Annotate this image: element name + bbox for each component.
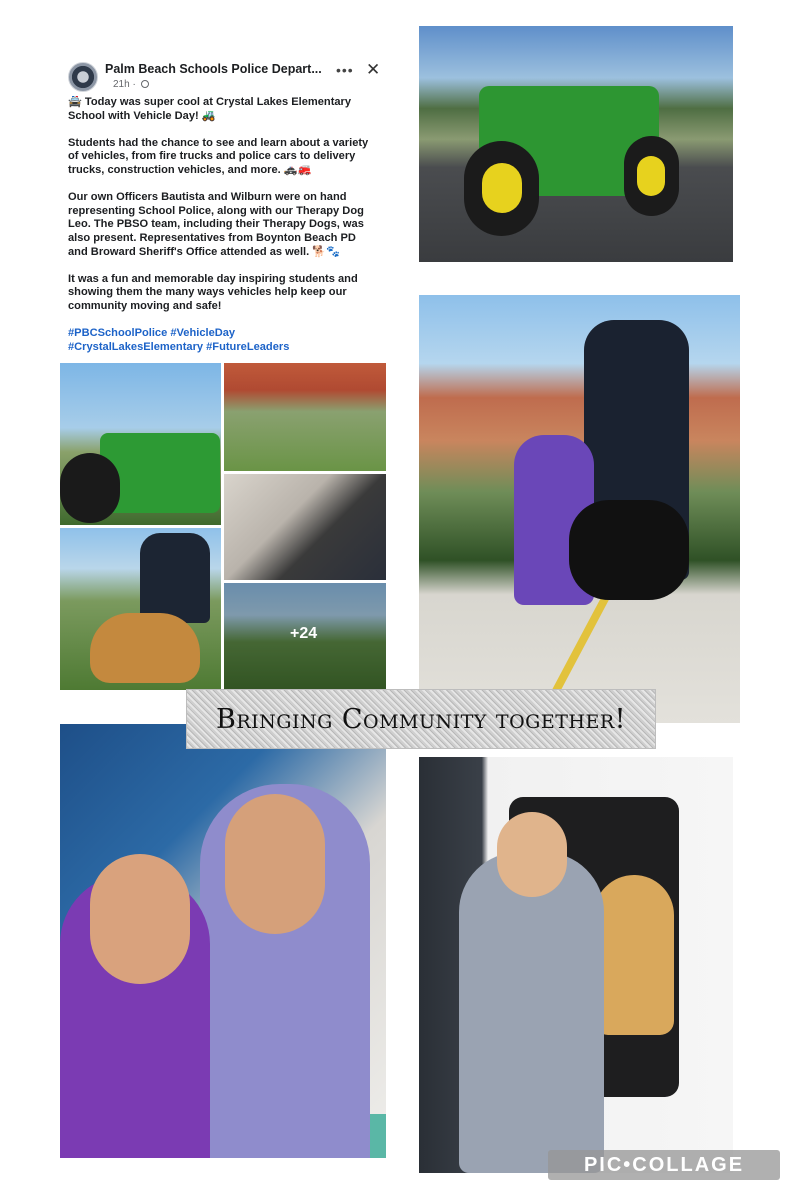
hashtags <box>68 327 378 354</box>
banner-text: Bringing Community together! <box>216 703 626 735</box>
banner <box>186 689 656 749</box>
tractor-rear-wheel <box>464 141 539 236</box>
woman-figure <box>459 852 604 1173</box>
post-text <box>68 96 378 354</box>
dog-figure <box>569 500 689 600</box>
dog-figure <box>90 613 200 683</box>
page-name[interactable]: Palm Beach Schools Police Depart... <box>105 62 322 76</box>
photo-tractor <box>419 26 733 262</box>
more-photos-count[interactable]: +24 <box>290 625 318 642</box>
post-paragraph: It was a fun and memorable day inspiring students and showing them the many ways vehicles help keep our community moving and safe! <box>68 272 358 312</box>
gallery-photo-tractor[interactable] <box>60 363 221 525</box>
post-paragraph: 🚔 Today was super cool at Crystal Lakes Elementary School with Vehicle Day! 🚜 <box>68 96 352 122</box>
gallery-photo-students-field[interactable] <box>224 363 386 471</box>
officer-figure <box>140 533 210 623</box>
post-time-text: 21h <box>113 79 130 90</box>
page-avatar[interactable] <box>68 62 98 92</box>
post-paragraph: Students had the chance to see and learn about a variety of vehicles, from fire trucks and police cars to delivery trucks, construction vehicles, and more. 🚓🚒 <box>68 136 369 176</box>
close-icon[interactable]: ✕ <box>366 60 381 79</box>
photo-selfie <box>60 724 386 1158</box>
face <box>90 854 190 984</box>
facebook-post-card <box>60 52 390 362</box>
globe-icon <box>141 80 149 88</box>
post-header <box>68 60 386 94</box>
watermark-text: PIC•COLLAGE <box>583 1153 745 1176</box>
photo-officer-with-dog <box>419 295 740 723</box>
gallery-photo-classroom[interactable] <box>224 474 386 580</box>
hashtag-line[interactable]: #PBCSchoolPolice #VehicleDay <box>68 327 236 340</box>
tractor-wheel <box>60 453 120 523</box>
gallery-photo-officer-dog[interactable] <box>60 528 221 690</box>
post-timestamp[interactable]: 21h · <box>113 79 149 90</box>
more-options-icon[interactable]: ••• <box>336 62 354 78</box>
photo-truck-with-dog <box>419 757 733 1173</box>
gallery-photo-group[interactable] <box>224 583 386 690</box>
post-paragraph: Our own Officers Bautista and Wilburn were on hand representing School Police, along with our Therapy Dog Leo. The PBSO team, including their Therapy Dogs, was also present. Representatives from Boynton Beach PD and Broward Sheriff's Office attended as well. 🐕🐾 <box>68 191 364 258</box>
tractor-front-wheel <box>624 136 679 216</box>
dog-figure <box>594 875 674 1035</box>
face <box>497 812 567 897</box>
face <box>225 794 325 934</box>
pic-collage-watermark <box>548 1150 780 1180</box>
hashtag-line[interactable]: #CrystalLakesElementary #FutureLeaders <box>68 340 290 353</box>
